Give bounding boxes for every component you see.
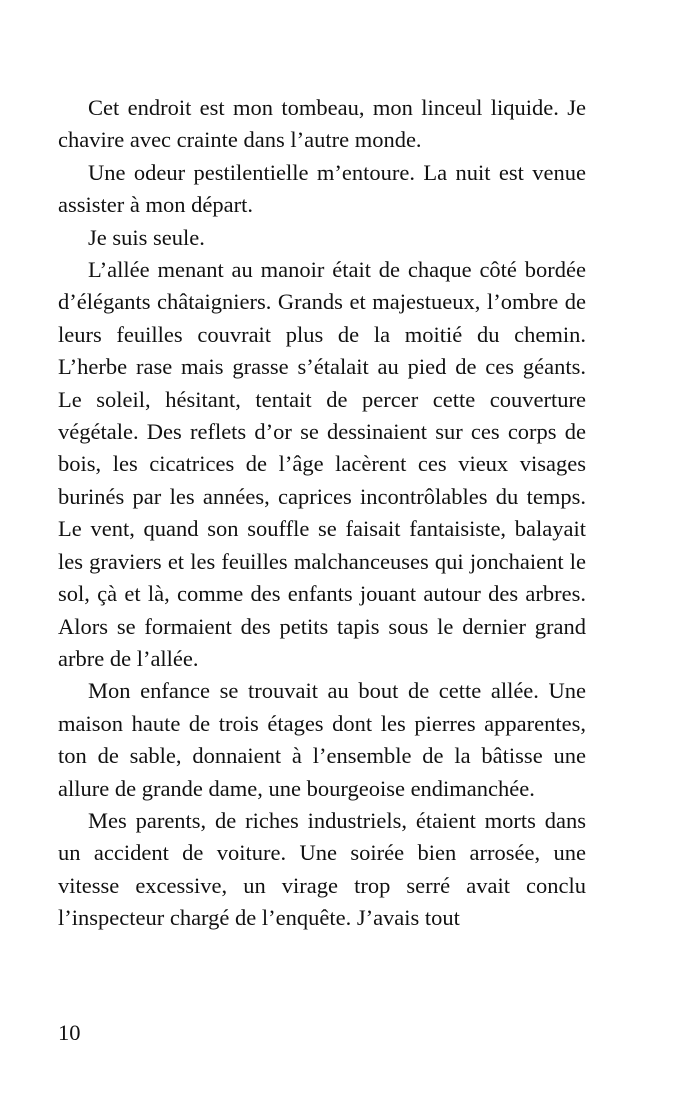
page-body — [58, 92, 586, 935]
paragraph: Cet endroit est mon tombeau, mon linceul liquide. Je chavire avec crainte dans l’autre monde. — [58, 95, 586, 153]
page-number: 10 — [58, 1020, 81, 1045]
paragraph: L’allée menant au manoir était de chaque côté bordée d’élégants châtaigniers. Grands et majestueux, l’ombre de leurs feuilles couvrait plus de la moitié du chemin. L’herbe rase mais grasse s’étalait au pied de ces géants. Le soleil, hésitant, tentait de percer cette couverture végétale. Des reflets d’or se dessinaient sur ces corps de bois, les cicatrices de l’âge lacèrent ces vieux visages burinés par les années, caprices incontrôlables du temps. Le vent, quand son souffle se faisait fantaisiste, balayait les graviers et les feuilles malchanceuses qui jonchaient le sol, çà et là, comme des enfants jouant autour des arbres. Alors se formaient des petits tapis sous le dernier grand arbre de l’allée. — [58, 257, 586, 671]
paragraph: Je suis seule. — [88, 224, 205, 250]
paragraph: Une odeur pestilentielle m’entoure. La nuit est venue assister à mon départ. — [58, 159, 586, 218]
paragraph: Mes parents, de riches industriels, étaient morts dans un accident de voiture. Une soirée bien arrosée, une vitesse excessive, un virage trop serré avait conclu l’inspecteur chargé de l’enquête. J’avais tout — [58, 807, 586, 931]
paragraph: Mon enfance se trouvait au bout de cette allée. Une maison haute de trois étages dont les pierres apparentes, ton de sable, donnaient à l’ensemble de la bâtisse une allure de grande dame, une bourgeoise endimanchée. — [58, 678, 586, 801]
